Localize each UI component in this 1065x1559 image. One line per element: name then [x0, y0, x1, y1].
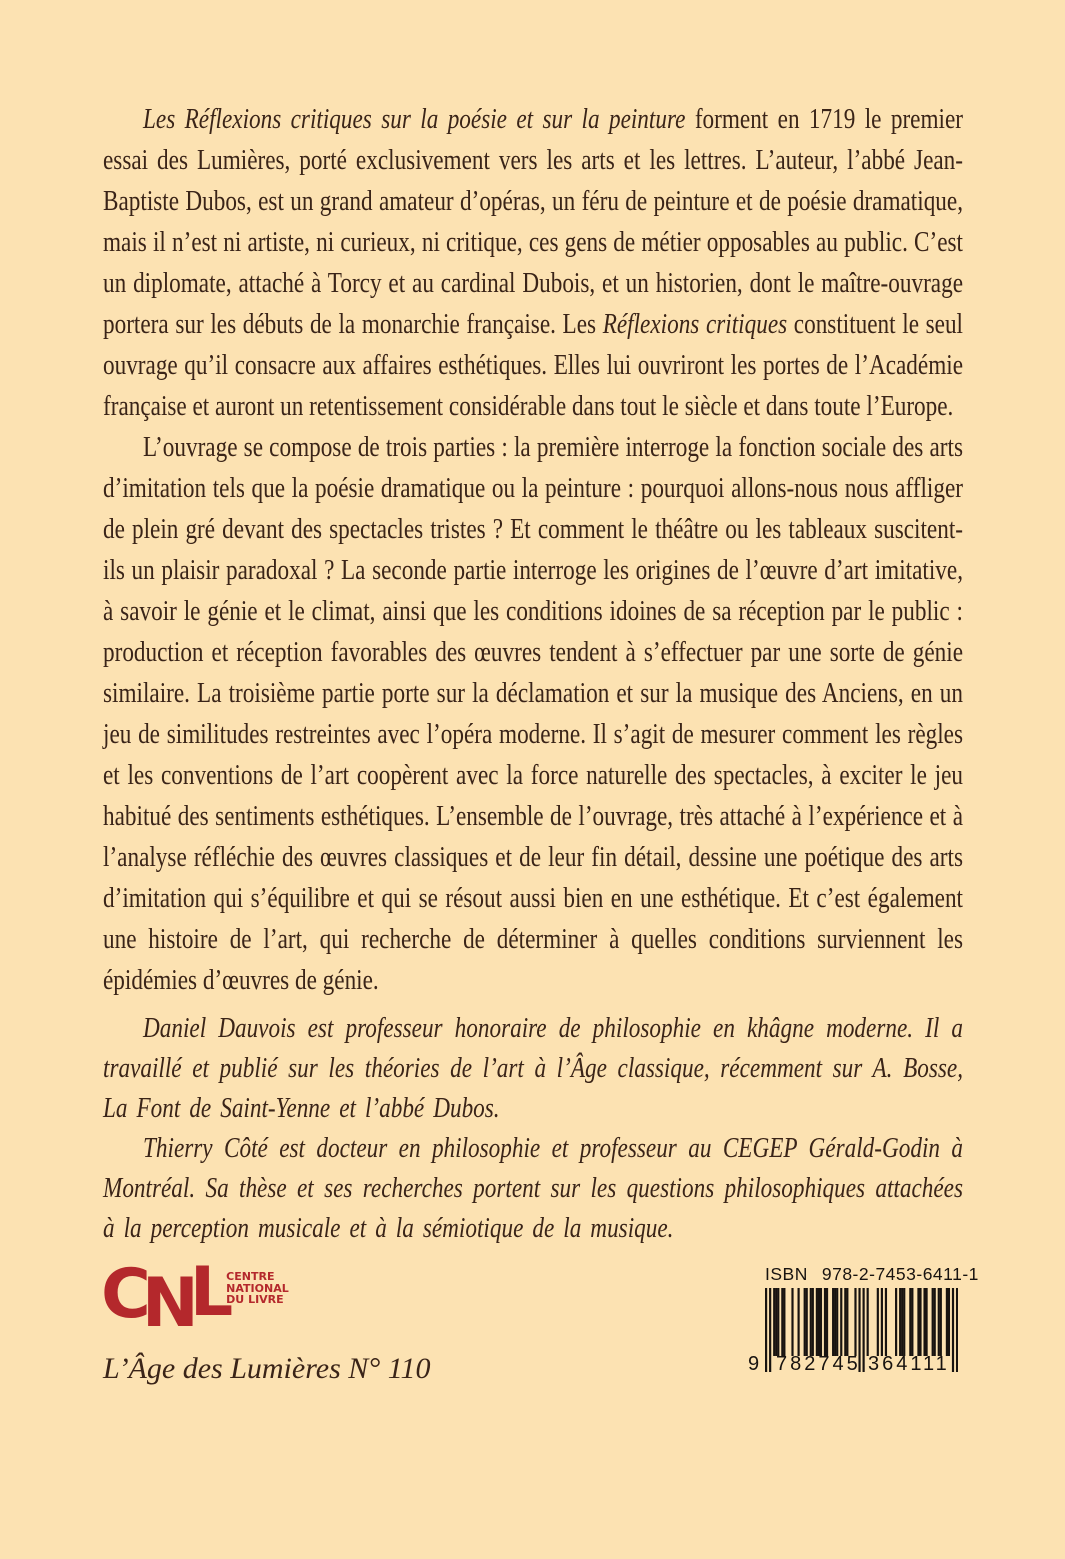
cnl-caption-line-3: DU LIVRE	[226, 1293, 284, 1306]
cnl-caption-line-1: CENTRE	[226, 1270, 275, 1283]
author-bio-daniel-dauvois: Daniel Dauvois est professeur honoraire de philosophie en khâgne moderne. Il a travaillé et publié sur les théories de l’art à l’Âge classique, récemment sur A. Bosse, La Font de Saint-Yenne et l’abbé Dubos.	[103, 1012, 963, 1124]
barcode-digit-first: 9	[748, 1353, 760, 1375]
cnl-logo	[101, 1253, 289, 1343]
description-paragraph-2: L’ouvrage se compose de trois parties : la première interroge la fonction sociale des arts d’imitation tels que la poésie dramatique ou la peinture : pourquoi allons-nous nous affliger de plein gré devant des spectacles tristes ? Et comment le théâtre ou les tableaux suscitent-ils un plaisir paradoxal ? La seconde partie interroge les origines de l’œuvre d’art imitative, à savoir le génie et le climat, ainsi que les conditions idoines de sa réception par le public : production et réception favorables des œuvres tendent à s’effectuer par une sorte de génie similaire. La troisième partie porte sur la déclamation et sur la musique des Anciens, en un jeu de similitudes restreintes avec l’opéra moderne. Il s’agit de mesurer comment les règles et les conventions de l’art coopèrent avec la force naturelle des spectacles, à exciter le jeu habitué des sentiments esthétiques. L’ensemble de l’ouvrage, très attaché à l’expérience et à l’analyse réfléchie des œuvres classiques et de leur fin détail, dessine une poétique des arts d’imitation qui s’équilibre et qui se résout aussi bien en une esthétique. Et c’est également une histoire de l’art, qui recherche de déterminer à quelles conditions surviennent les épidémies d’œuvres de génie.	[103, 431, 963, 996]
cnl-logo-caption	[226, 1271, 289, 1306]
barcode-digits-left: 782745	[776, 1353, 861, 1375]
barcode-digits	[748, 1353, 958, 1375]
author-bio-thierry-cote: Thierry Côté est docteur en philosophie et professeur au CEGEP Gérald-Godin à Montréal. Sa thèse et ses recherches portent sur les questions philosophiques attachées à la perception musicale et à la sémiotique de la musique.	[103, 1132, 963, 1244]
collection-series-label: L’Âge des Lumières N° 110	[103, 1352, 431, 1385]
description-text	[103, 99, 963, 1001]
barcode-digits-right: 364111	[868, 1353, 950, 1375]
isbn-number: 978-2-7453-6411-1	[821, 1264, 979, 1284]
isbn-line	[765, 1264, 979, 1285]
barcode-bars	[748, 1288, 958, 1375]
isbn-barcode	[744, 1264, 979, 1375]
cnl-caption-line-2: NATIONAL	[226, 1281, 289, 1295]
cnl-logo-letters: CNL	[101, 1253, 225, 1343]
description-paragraph-1: Les Réflexions critiques sur la poésie et sur la peinture forment en 1719 le premier essai des Lumières, porté exclusivement vers les arts et les lettres. L’auteur, l’abbé Jean-Baptiste Dubos, est un grand amateur d’opéras, un féru de peinture et de poésie dramatique, mais il n’est ni artiste, ni curieux, ni critique, ces gens de métier opposables au public. C’est un diplomate, attaché à Torcy et au cardinal Dubois, et un historien, dont le maître-ouvrage portera sur les débuts de la monarchie française. Les Réflexions critiques constituent le seul ouvrage qu’il consacre aux affaires esthétiques. Elles lui ouvriront les portes de l’Académie française et auront un retentissement considérable dans tout le siècle et dans toute l’Europe.	[103, 103, 963, 422]
isbn-label: ISBN	[765, 1264, 808, 1284]
author-bios	[103, 1008, 963, 1248]
